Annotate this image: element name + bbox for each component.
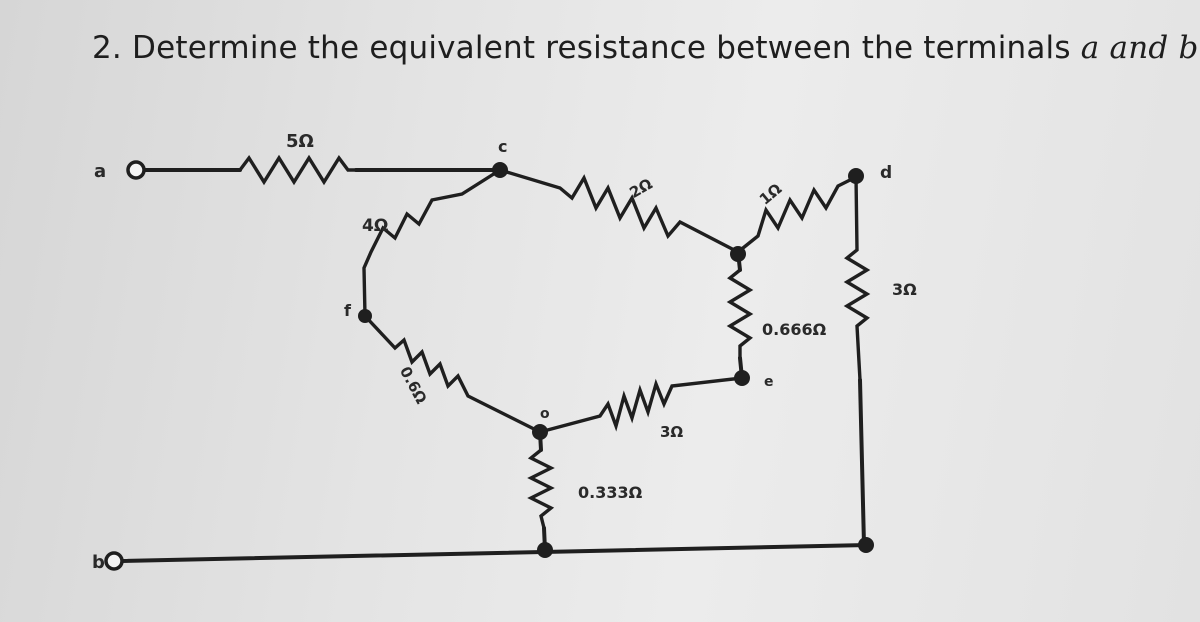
node-e-label: e <box>764 374 774 390</box>
label-r-mid-d: 1Ω <box>755 179 786 209</box>
terminal-b <box>106 553 122 569</box>
node-f <box>358 309 372 323</box>
label-r-c-f: 4Ω <box>362 216 389 236</box>
terminal-a <box>128 162 144 178</box>
wire-d-right-vertical <box>860 380 864 545</box>
question-number: 2. <box>92 30 122 66</box>
resistor-r-mid-d <box>738 176 858 252</box>
resistor-r-c-mid <box>500 170 738 252</box>
resistor-r-f-o <box>365 316 540 432</box>
node-mid <box>730 246 746 262</box>
node-f-label: f <box>344 301 351 320</box>
labels <box>92 131 917 573</box>
label-r-d-b: 3Ω <box>892 280 917 299</box>
node-e <box>734 370 750 386</box>
nodes <box>106 162 874 569</box>
node-o-label: o <box>540 406 550 422</box>
terminal-a-ref: a <box>1080 30 1100 66</box>
node-c-label: c <box>498 137 508 156</box>
wires <box>122 170 868 561</box>
resistor-r-a-c <box>240 158 356 182</box>
resistor-r-o-e <box>540 378 742 432</box>
wire-b-bottom <box>122 545 868 561</box>
resistor-r-o-b <box>531 450 551 528</box>
conjunction: and <box>1109 30 1169 66</box>
resistor-r-d-b <box>847 176 867 380</box>
terminal-b-label: b <box>92 552 105 573</box>
label-r-mid-e: 0.666Ω <box>762 320 827 339</box>
question-body: Determine the equivalent resistance between the terminals <box>132 30 1071 66</box>
terminal-a-label: a <box>94 161 107 182</box>
node-o <box>532 424 548 440</box>
node-d <box>848 168 864 184</box>
terminal-b-ref: b <box>1178 30 1199 66</box>
resistor-r-mid-e <box>730 270 750 358</box>
label-r-a-c: 5Ω <box>286 131 314 152</box>
resistor-r-c-f <box>364 170 500 316</box>
node-d-label: d <box>880 163 893 183</box>
label-r-c-mid: 2Ω <box>626 174 656 202</box>
resistors <box>240 158 867 528</box>
label-r-o-e: 3Ω <box>660 423 684 441</box>
node-c <box>492 162 508 178</box>
node-bottom-o <box>537 542 553 558</box>
label-r-f-o: 0.6Ω <box>396 363 431 407</box>
label-r-o-b: 0.333Ω <box>578 483 643 502</box>
node-bottom-right <box>858 537 874 553</box>
